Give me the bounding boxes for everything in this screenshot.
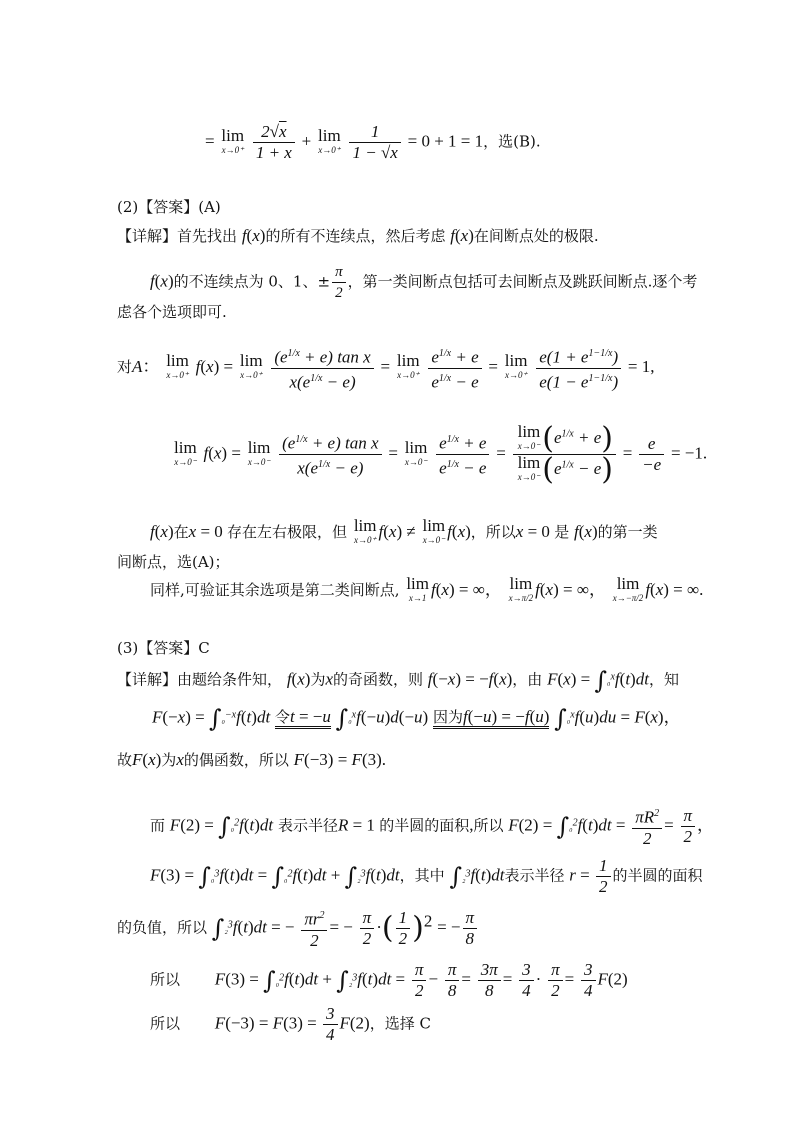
q3-so-line-2: 所以 F(−3) = F(3) = $\frac{3}{4}$ F(2)，选择 C [150,1004,431,1044]
detail-label: 【详解】 [117,227,178,245]
option-a-conclusion-2: 间断点，选(A)； [117,553,230,571]
q3-f3-line: F(3) = ∫₀$^3$f(t)dt = ∫₀$^2$f(t)dt + ∫₂$^3$f(t)dt，其中 ∫₂$^3$f(t)dt表示半径 r = $\frac{1}{2}$ 的半圆的面积 [150,856,703,896]
q2-detail-line: 【详解】首先找出 f(x)的所有不连续点，然后考虑 f(x)在间断点处的极限. [117,226,599,245]
q3-answer-heading: (3)【答案】C [117,639,210,657]
q2-answer-heading: (2)【答案】(A) [117,198,221,216]
equation-line-top: = lim x→0⁺ $\frac{2√x}{1 + x}$ + lim x→0⁺ $\frac{1}{1 - √x}$ = 0 + 1 = 1，选(B). [205,122,541,162]
q3-detail-line: 【详解】由题给条件知， f(x)为x的奇函数，则 f(−x) = −f(x)，由 F(x) = ∫₀$^x$f(t)dt，知 [117,666,679,695]
option-a-right-limit: 对A： lim x→0⁺ f(x) = lim x→0⁺ $\frac{(e^{1/x} + e) \tan x}{x(e^{1/x} - e)}$ = lim x→0⁺ $\frac{e^{1/x} + e}{e^{1/x} - e}$ = lim x→0⁺ $\frac{e(1 + e^{1-1/x})}{e(1 - e^{1-1/x})}$ = 1, [117,344,654,392]
q3-so-line-1: 所以 F(3) = ∫₀$^2$f(t)dt + ∫₂$^3$f(t)dt = $\frac{\pi}{2}$ − $\frac{\pi}{8}$ = $\frac{3\pi}{8}$ = $\frac{3}{4}$ · $\frac{\pi}{2}$ = $\frac{3}{4}$ F(2) [150,960,628,1000]
q2-discontinuity-line-2: 虑各个选项即可. [117,303,227,321]
q3-substitution-line: F(−x) = ∫₀$^{-x}$f(t)dt 令t = −u ∫₀$^x$f(−u)d(−u) 因为f(−u) = −f(u) ∫₀$^x$f(u)du = F(x)， [152,704,681,733]
other-options-line: 同样,可验证其余选项是第二类间断点, lim x→1 f(x) = ∞， lim x→π/2 f(x) = ∞， lim x→−π/2 f(x) = ∞. [150,574,704,603]
q3-even-line: 故F(x)为x的偶函数，所以 F(−3) = F(3). [117,750,387,769]
final-answer: ，选择 C [369,1014,431,1033]
option-a-left-limit: lim x→0⁻ f(x) = lim x→0⁻ $\frac{(e^{1/x} + e) \tan x}{x(e^{1/x} - e)}$ = lim x→0⁻ $\frac{e^{1/x} + e}{e^{1/x} - e}$ = lim x→0⁻ $(e^{1/x} + e)$ lim x→0⁻ $(e^{1/x} - e)$ = $\frac{e}{-e}$ = −1. [174,421,708,487]
q2-discontinuity-line: f(x)的不连续点为 0、1、± $\frac{\pi}{2}$ ，第一类间断点包括可去间断点及跳跃间断点.逐个考 [150,264,698,301]
line-top-tail: ，选(B). [483,132,541,151]
q3-f2-line: 而 F(2) = ∫₀$^2$f(t)dt 表示半径R = 1 的半圆的面积,所以 F(2) = ∫₀$^2$f(t)dt = $\frac{\pi R^2}{2}$ = $\frac{\pi}{2}$ ， [150,805,715,848]
q3-negative-line: 的负值，所以 ∫₂$^3$f(t)dt = − $\frac{\pi r^2}{2}$ = − $\frac{\pi}{2}$ ·( $\frac{1}{2}$ )$^2$ = − $\frac{\pi}{8}$ [117,906,479,951]
option-a-conclusion: f(x)在x = 0 存在左右极限，但 lim x→0⁺ f(x) ≠ lim x→0⁻ f(x)，所以x = 0 是 f(x)的第一类 [150,516,658,545]
